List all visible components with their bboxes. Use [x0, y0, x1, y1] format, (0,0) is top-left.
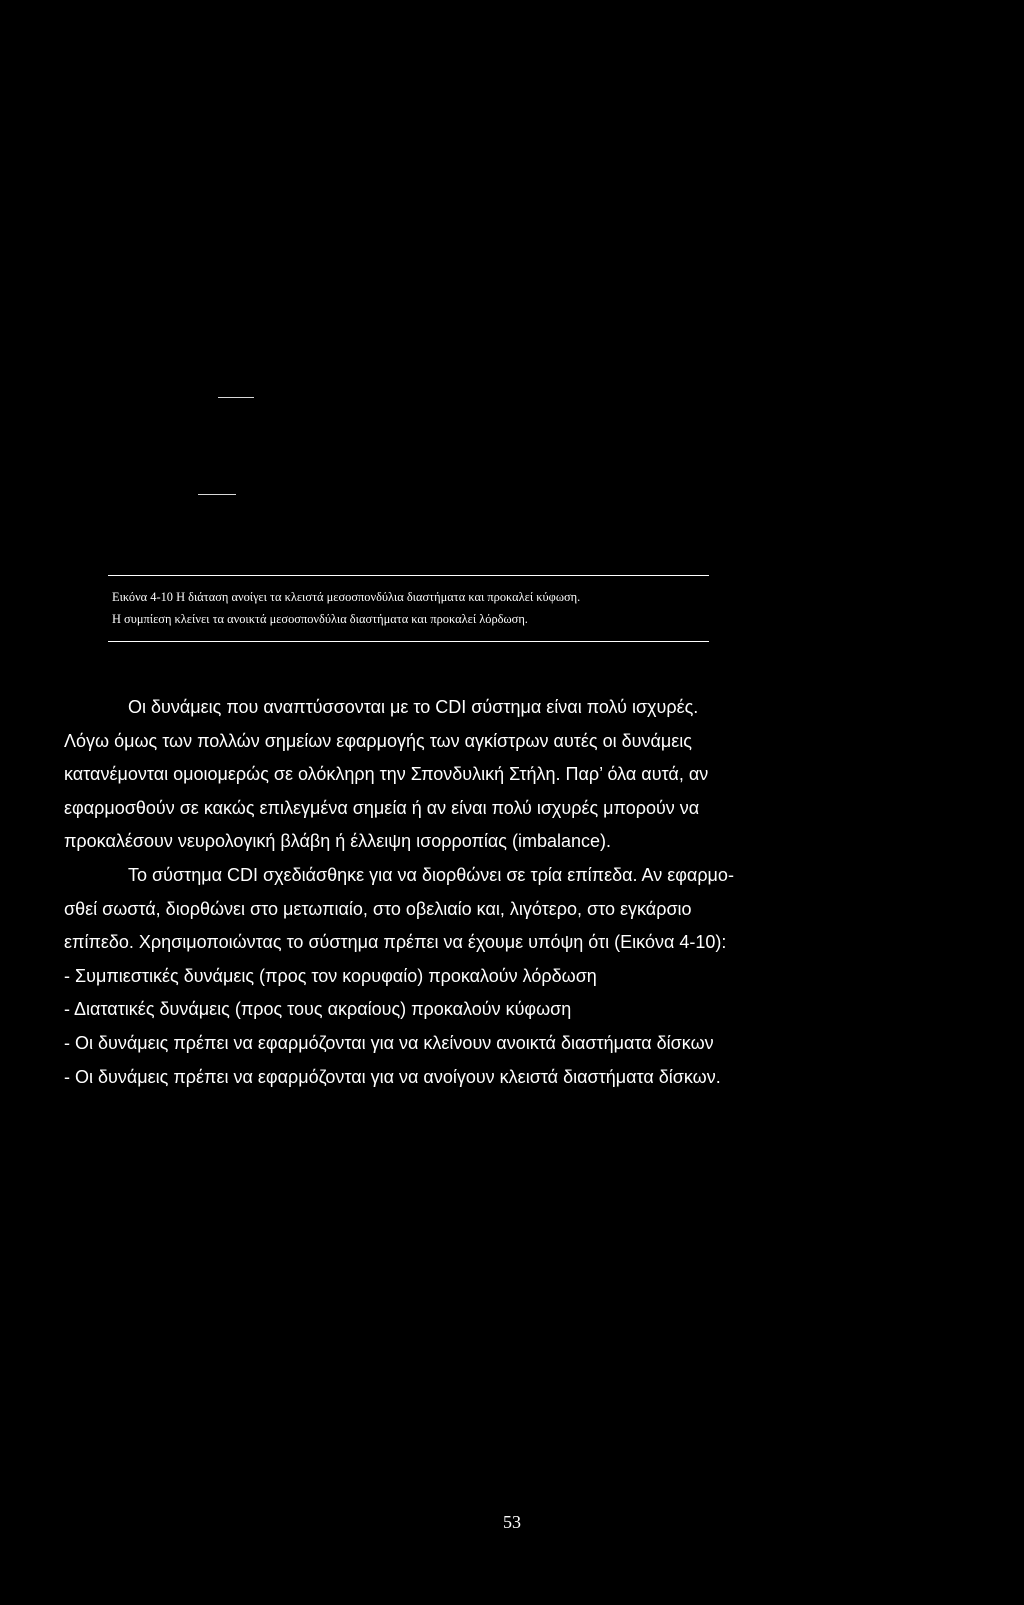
figure-caption [112, 586, 712, 630]
paragraph-line: σθεί σωστά, διορθώνει στο μετωπιαίο, στο οβελιαίο και, λιγότερο, στο εγκάρσιο [64, 898, 692, 919]
page-number: 53 [503, 1512, 521, 1532]
caption-line-2: Η συμπίεση κλείνει τα ανοικτά μεσοσπονδύλια διαστήματα και προκαλεί λόρδωση. [112, 612, 528, 626]
paragraph-line: επίπεδο. Χρησιμοποιώντας το σύστημα πρέπει να έχουμε υπόψη ότι (Εικόνα 4-10): [64, 932, 727, 953]
figure-mark-bottom [198, 494, 236, 495]
caption-rule-top [108, 575, 709, 576]
list-item: - Διατατικές δυνάμεις (προς τους ακραίους) προκαλούν κύφωση [64, 999, 572, 1020]
paragraph-line: Οι δυνάμεις που αναπτύσσονται με το CDI σύστημα είναι πολύ ισχυρές. [128, 697, 699, 717]
list-item: - Οι δυνάμεις πρέπει να εφαρμόζονται για να κλείνουν ανοικτά διαστήματα δίσκων [64, 1032, 714, 1053]
caption-line-1: Εικόνα 4-10 Η διάταση ανοίγει τα κλειστά μεσοσπονδύλια διαστήματα και προκαλεί κύφωση. [112, 590, 581, 604]
caption-rule-bottom [108, 641, 709, 642]
paragraph-line: Το σύστημα CDI σχεδιάσθηκε για να διορθώνει σε τρία επίπεδα. Αν εφαρμο- [128, 864, 734, 885]
paragraph-line: προκαλέσουν νευρολογική βλάβη ή έλλειψη ισορροπίας (imbalance). [64, 831, 612, 852]
list-item: - Συμπιεστικές δυνάμεις (προς τον κορυφαίο) προκαλούν λόρδωση [64, 965, 597, 986]
paragraph-line: Λόγω όμως των πολλών σημείων εφαρμογής των αγκίστρων αυτές οι δυνάμεις [64, 730, 692, 751]
paragraph-line: εφαρμοσθούν σε κακώς επιλεγμένα σημεία ή αν είναι πολύ ισχυρές μπορούν να [64, 797, 700, 818]
list-item: - Οι δυνάμεις πρέπει να εφαρμόζονται για να ανοίγουν κλειστά διαστήματα δίσκων. [64, 1066, 721, 1087]
paragraph-line: κατανέμονται ομοιομερώς σε ολόκληρη την Σπονδυλική Στήλη. Παρ’ όλα αυτά, αν [64, 764, 709, 785]
figure-mark-top [218, 397, 254, 398]
body-text [64, 691, 964, 1094]
